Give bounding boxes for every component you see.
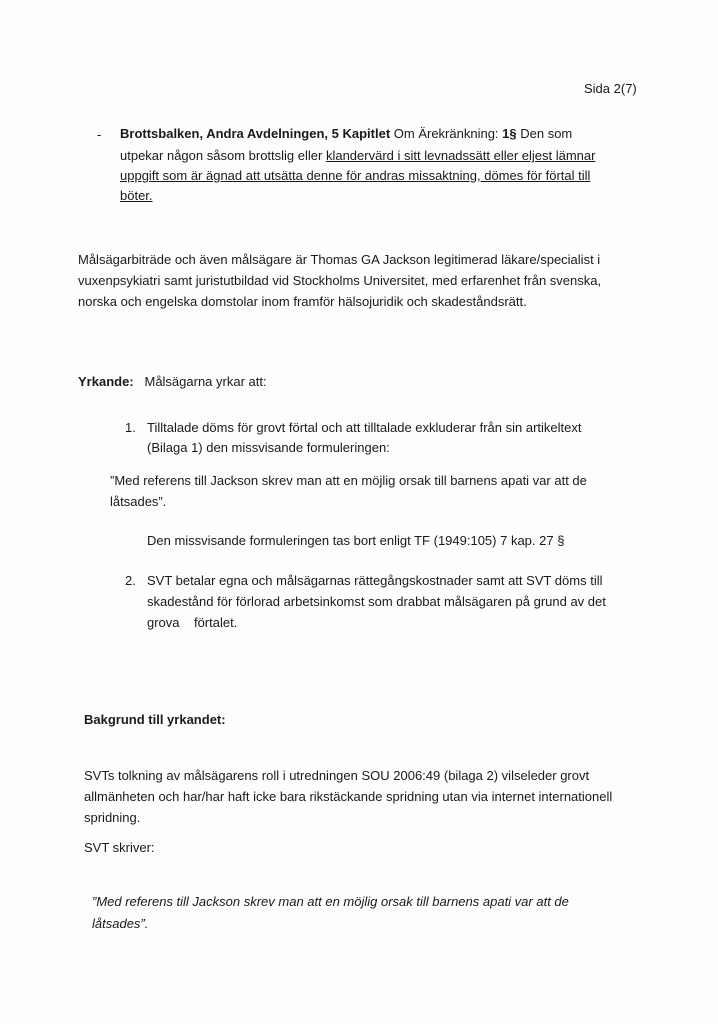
background-heading: Bakgrund till yrkandet: xyxy=(84,712,226,727)
representative-line-2: vuxenpsykiatri samt juristutbildad vid Stockholms Universitet, med erfarenhet från svenska, xyxy=(78,273,602,288)
removal-statement: Den missvisande formuleringen tas bort enligt TF (1949:105) 7 kap. 27 § xyxy=(147,533,565,548)
background-line-1: SVTs tolkning av målsägarens roll i utredningen SOU 2006:49 (bilaga 2) vilseleder grovt xyxy=(84,768,590,783)
law-ref-line-2 xyxy=(120,146,595,166)
claims-heading: Yrkande: xyxy=(78,374,134,389)
claim-2-number: 2. xyxy=(125,573,136,588)
background-line-2: allmänheten och har/har haft icke bara rikstäckande spridning utan via internet internationell xyxy=(84,789,613,804)
quote-1-line-2: låtsades”. xyxy=(110,494,167,509)
quote-1-line-1: ”Med referens till Jackson skrev man att en möjlig orsak till barnens apati var att de xyxy=(110,473,587,488)
representative-line-1: Målsägarbiträde och även målsägare är Thomas GA Jackson legitimerad läkare/specialist i xyxy=(78,252,601,267)
svt-writes-label: SVT skriver: xyxy=(84,840,155,855)
law-ref-line-4: böter. xyxy=(120,188,153,203)
page-number: Sida 2(7) xyxy=(584,81,637,96)
law-section: 1§ xyxy=(502,126,517,141)
background-line-3: spridning. xyxy=(84,810,141,825)
quote-2-line-2: låtsades”. xyxy=(92,916,149,931)
law-ref-line-1 xyxy=(120,124,572,144)
claim-1-number: 1. xyxy=(125,420,136,435)
claims-heading-line xyxy=(78,372,267,392)
law-title: Brottsbalken, Andra Avdelningen, 5 Kapitlet xyxy=(120,126,391,141)
law-ref-plain: utpekar någon såsom brottslig eller xyxy=(120,148,326,163)
bullet-dash: - xyxy=(97,127,102,142)
claims-intro: Målsägarna yrkar att: xyxy=(144,374,267,389)
claim-1-line-2: (Bilaga 1) den missvisande formuleringen: xyxy=(147,440,390,455)
quote-2-line-1: ”Med referens till Jackson skrev man att en möjlig orsak till barnens apati var att de xyxy=(92,894,569,909)
claim-2-line-3: grova förtalet. xyxy=(147,615,238,630)
law-ref-line-3: uppgift som är ägnad att utsätta denne för andras missaktning, dömes för förtal till xyxy=(120,168,591,183)
claim-2-line-2: skadestånd för förlorad arbetsinkomst som drabbat målsägaren på grund av det xyxy=(147,594,606,609)
claim-1-line-1: Tilltalade döms för grovt förtal och att tilltalade exkluderar från sin artikeltext xyxy=(147,420,582,435)
law-ref-underlined-a: klandervärd i sitt levnadssätt eller eljest lämnar xyxy=(325,148,596,163)
representative-line-3: norska och engelska domstolar inom framför hälsojuridik och skadeståndsrätt. xyxy=(78,294,527,309)
claim-2-line-1: SVT betalar egna och målsägarnas rättegångskostnader samt att SVT döms till xyxy=(147,573,603,588)
law-ref-text-a: Om Ärekränkning: xyxy=(390,126,503,141)
law-ref-text-b: Den som xyxy=(516,126,573,141)
